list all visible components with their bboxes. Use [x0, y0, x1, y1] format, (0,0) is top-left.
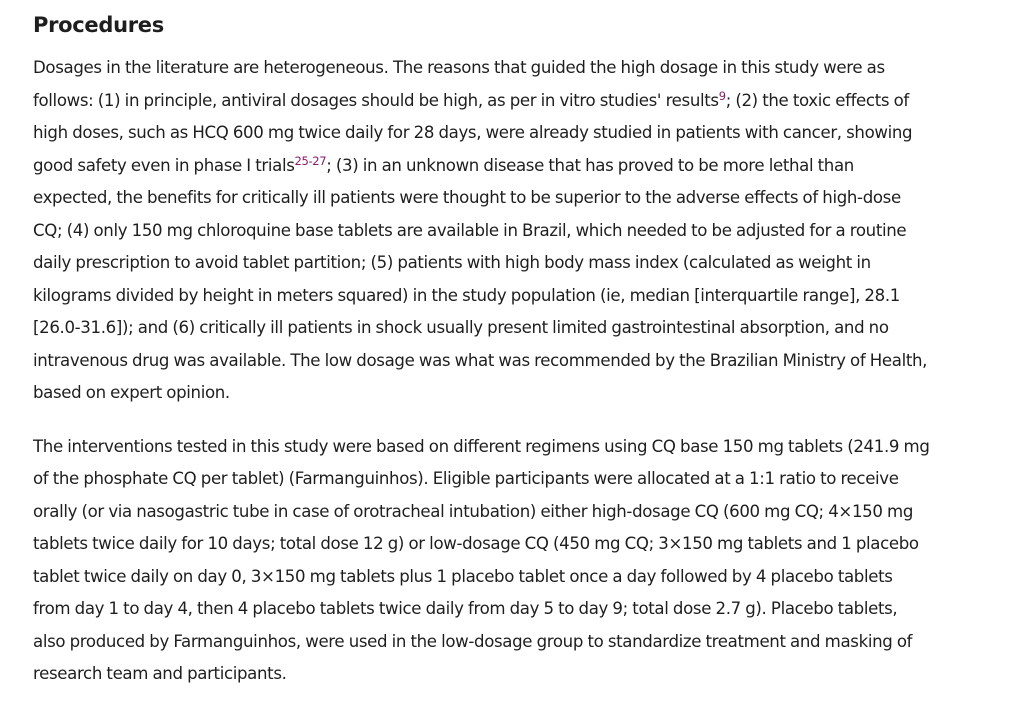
- text-line: CQ; (4) only 150 mg chloroquine base tablets are available in Brazil, which needed to be adjusted for a routine: [33, 220, 907, 240]
- text-line: of the phosphate CQ per tablet) (Farmanguinhos). Eligible participants were allocated at a 1:1 ratio to receive: [33, 469, 899, 488]
- text-line: follows: (1) in principle, antiviral dosages should be high, as per in vitro studies' results$^9$; (2) the toxic effects of: [33, 88, 909, 110]
- text-line: Dosages in the literature are heterogeneous. The reasons that guided the high dosage in this study were as: [33, 58, 885, 77]
- text-line: high doses, such as HCQ 600 mg twice daily for 28 days, were already studied in patients with cancer, showing: [33, 123, 913, 142]
- text-line: based on expert opinion.: [33, 383, 230, 402]
- paragraph-interventions: [33, 431, 1005, 691]
- text-line: research team and participants.: [33, 664, 287, 683]
- text-line: intravenous drug was available. The low dosage was what was recommended by the Brazilian Ministry of Health,: [33, 350, 928, 370]
- text-line: The interventions tested in this study were based on different regimens using CQ base 150 mg tablets (241.9 mg: [33, 436, 930, 456]
- reference-link-25-27[interactable]: 25-27: [294, 153, 327, 168]
- text-line: also produced by Farmanguinhos, were used in the low-dosage group to standardize treatment and masking of: [33, 631, 913, 651]
- text-line: good safety even in phase I trials$^{25-27}$; (3) in an unknown disease that has proved to be more lethal than: [33, 153, 854, 175]
- text-line: orally (or via nasogastric tube in case of orotracheal intubation) either high-dosage CQ (600 mg CQ; 4×150 mg: [33, 501, 914, 521]
- text-line: kilograms divided by height in meters squared) in the study population (ie, median [interquartile range], 28.1: [33, 285, 900, 305]
- text-line: [26.0-31.6]); and (6) critically ill patients in shock usually present limited gastrointestinal absorption, and no: [33, 318, 889, 337]
- text-line: from day 1 to day 4, then 4 placebo tablets twice daily from day 5 to day 9; total dose 2.7 g). Placebo tablets,: [33, 599, 898, 618]
- paragraph-dosage-rationale: [33, 52, 1005, 410]
- reference-link-9[interactable]: 9: [718, 88, 726, 103]
- text-line: tablets twice daily for 10 days; total dose 12 g) or low-dosage CQ (450 mg CQ; 3×150 mg tablets and 1 placebo: [33, 534, 919, 553]
- text-line: tablet twice daily on day 0, 3×150 mg tablets plus 1 placebo tablet once a day followed by 4 placebo tablets: [33, 566, 893, 586]
- text-line: daily prescription to avoid tablet partition; (5) patients with high body mass index (calculated as weight in: [33, 253, 871, 272]
- text-line: expected, the benefits for critically ill patients were thought to be superior to the adverse effects of high-dose: [33, 188, 901, 207]
- section-heading-procedures: Procedures: [33, 13, 164, 37]
- article-body: [33, 8, 1005, 712]
